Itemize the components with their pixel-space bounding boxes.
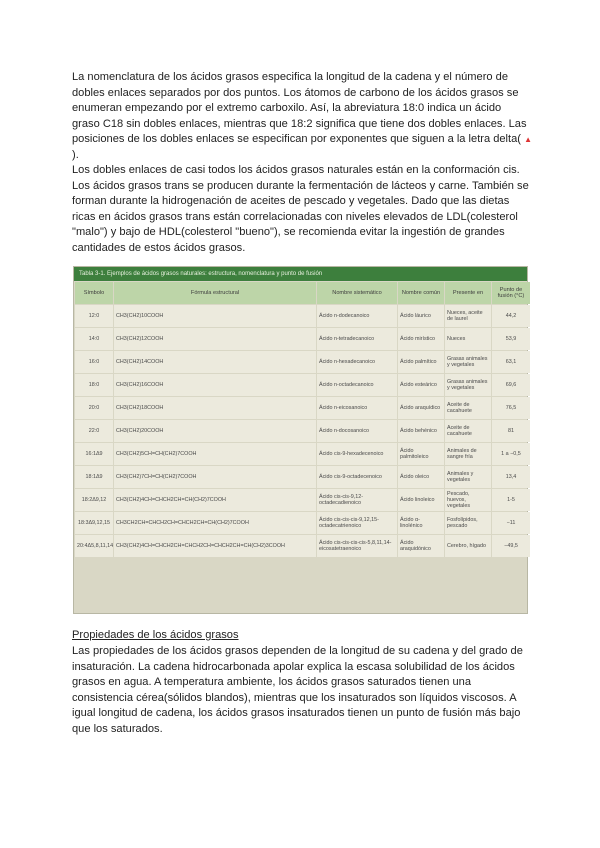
table-cell: 63,1 — [492, 351, 530, 373]
table-cell: Animales y vegetales — [445, 466, 491, 488]
table-header-row — [75, 282, 530, 304]
table-cell: Grasas animales y vegetales — [445, 374, 491, 396]
fatty-acids-table — [73, 266, 528, 614]
table-row — [75, 397, 530, 419]
table-cell: Ácido n-tetradecanoico — [317, 328, 397, 350]
table-cell: Pescado, huevos, vegetales — [445, 489, 491, 511]
intro-text: La nomenclatura de los ácidos grasos especifica la longitud de la cadena y el número de dobles enlaces separados por dos puntos. Los átomos de carbono de los ácidos grasos se enumeran empezando por el extremo carboxilo. Así, la abreviatura 18:0 indica un ácido graso C18 sin dobles enlaces, mientras que 18:2 significa que tiene dos dobles enlaces. Las posiciones de los dobles enlaces se especifican por exponentes que siguen a la letra delta( — [72, 71, 527, 145]
table-cell: 18:0 — [75, 374, 113, 396]
table-cell: CH3CH2CH=CHCH2CH=CHCH2CH=CH(CH2)7COOH — [114, 512, 316, 534]
table-cell: Ácido n-octadecanoico — [317, 374, 397, 396]
table-cell: CH3(CH2)12COOH — [114, 328, 316, 350]
table-cell: Ácido n-hexadecanoico — [317, 351, 397, 373]
table-cell: Grasas animales y vegetales — [445, 351, 491, 373]
table-cell: 18:2Δ9,12 — [75, 489, 113, 511]
table-cell: −11 — [492, 512, 530, 534]
table-cell: Cerebro, hígado — [445, 535, 491, 557]
table-cell: Ácido α-linolénico — [398, 512, 444, 534]
table-cell: Ácido palmítico — [398, 351, 444, 373]
table-cell: Ácido cis-cis-9,12-octadecadienoico — [317, 489, 397, 511]
table-cell: Ácido behénico — [398, 420, 444, 442]
intro-end: ). — [72, 148, 79, 161]
table-cell: 81 — [492, 420, 530, 442]
delta-triangle-icon: ▲ — [524, 135, 532, 144]
table-cell: Ácido n-docosanoico — [317, 420, 397, 442]
intro-paragraph — [72, 70, 532, 163]
fatty-acids-grid — [74, 281, 531, 558]
table-row — [75, 443, 530, 465]
table-row — [75, 535, 530, 557]
table-cell: Ácido cis-cis-cis-cis-5,8,11,14-eicosatetraenoico — [317, 535, 397, 557]
table-cell: 53,9 — [492, 328, 530, 350]
table-cell: CH3(CH2)4CH=CHCH2CH=CH(CH2)7COOH — [114, 489, 316, 511]
table-cell: CH3(CH2)5CH=CH(CH2)7COOH — [114, 443, 316, 465]
table-cell: Aceite de cacahuete — [445, 420, 491, 442]
table-cell: Ácido cis-9-hexadecenoico — [317, 443, 397, 465]
table-cell: 12:0 — [75, 305, 113, 327]
table-header-cell: Punto de fusión (°C) — [492, 282, 530, 304]
table-cell: Ácido linoleico — [398, 489, 444, 511]
table-cell: 18:3Δ9,12,15 — [75, 512, 113, 534]
table-cell: 76,5 — [492, 397, 530, 419]
properties-paragraph: Las propiedades de los ácidos grasos dependen de la longitud de su cadena y del grado de insaturación. La cadena hidrocarbonada apolar explica la escasa solubilidad de los ácidos grasos en agua. A temperatura ambiente, los ácidos grasos saturados tienen una consistencia cérea(sólidos blandos), mientras que los insaturados son líquidos viscosos. A igual longitud de cadena, los ácidos grasos insaturados tienen un punto de fusión más bajo que los saturados. — [72, 645, 523, 735]
table-cell: CH3(CH2)7CH=CH(CH2)7COOH — [114, 466, 316, 488]
table-header-cell: Nombre sistemático — [317, 282, 397, 304]
table-cell: Ácido cis-cis-cis-9,12,15-octadecatrienoico — [317, 512, 397, 534]
table-header-cell: Símbolo — [75, 282, 113, 304]
table-cell: 22:0 — [75, 420, 113, 442]
table-cell: 13,4 — [492, 466, 530, 488]
table-header-cell: Presente en — [445, 282, 491, 304]
table-header-cell: Nombre común — [398, 282, 444, 304]
table-cell: 20:0 — [75, 397, 113, 419]
table-cell: −49,5 — [492, 535, 530, 557]
table-row — [75, 512, 530, 534]
table-cell: Ácido esteárico — [398, 374, 444, 396]
table-cell: Ácido n-eicosanoico — [317, 397, 397, 419]
table-row — [75, 489, 530, 511]
section-heading: Propiedades de los ácidos grasos — [72, 629, 239, 641]
table-cell: CH3(CH2)16COOH — [114, 374, 316, 396]
table-cell: Ácido oleico — [398, 466, 444, 488]
table-row — [75, 466, 530, 488]
table-row — [75, 328, 530, 350]
table-cell: 14:0 — [75, 328, 113, 350]
table-body — [75, 305, 530, 557]
table-caption: Tabla 3-1. Ejemplos de ácidos grasos naturales: estructura, nomenclatura y punto de fusión — [74, 267, 527, 281]
table-cell: 16:1Δ9 — [75, 443, 113, 465]
table-cell: 20:4Δ5,8,11,14 — [75, 535, 113, 557]
table-cell: 16:0 — [75, 351, 113, 373]
table-cell: Animales de sangre fría — [445, 443, 491, 465]
table-cell: Ácido palmitoleico — [398, 443, 444, 465]
table-cell: Ácido n-dodecanoico — [317, 305, 397, 327]
table-header-cell: Fórmula estructural — [114, 282, 316, 304]
table-cell: Ácido cis-9-octadecenoico — [317, 466, 397, 488]
trans-paragraph: Los dobles enlaces de casi todos los ácidos grasos naturales están en la conformación cis. Los ácidos grasos trans se producen durante la fermentación de lácteos y carne. También se forman durante la hidrogenación de aceites de pescado y vegetales. Dado que las dietas ricas en ácidos grasos trans están correlacionadas con niveles elevados de LDL(colesterol "malo") y bajo de HDL(colesterol "bueno"), se recomienda evitar la ingestión de grandes cantidades de estos ácidos grasos. — [72, 164, 529, 254]
table-cell: 1-5 — [492, 489, 530, 511]
table-cell: CH3(CH2)4CH=CHCH2CH=CHCH2CH=CHCH2CH=CH(CH2)3COOH — [114, 535, 316, 557]
table-cell: CH3(CH2)10COOH — [114, 305, 316, 327]
table-cell: 18:1Δ9 — [75, 466, 113, 488]
table-cell: Ácido araquidónico — [398, 535, 444, 557]
table-cell: Nueces, aceite de laurel — [445, 305, 491, 327]
table-cell: Ácido mirístico — [398, 328, 444, 350]
table-cell: 1 a −0,5 — [492, 443, 530, 465]
table-row — [75, 374, 530, 396]
table-cell: CH3(CH2)18COOH — [114, 397, 316, 419]
table-cell: 44,2 — [492, 305, 530, 327]
table-row — [75, 420, 530, 442]
table-cell: Fosfolípidos, pescado — [445, 512, 491, 534]
table-cell: 69,6 — [492, 374, 530, 396]
table-cell: Nueces — [445, 328, 491, 350]
table-row — [75, 351, 530, 373]
table-cell: Ácido araquídico — [398, 397, 444, 419]
table-row — [75, 305, 530, 327]
table-cell: CH3(CH2)20COOH — [114, 420, 316, 442]
table-cell: Aceite de cacahuete — [445, 397, 491, 419]
table-cell: Ácido láurico — [398, 305, 444, 327]
table-cell: CH3(CH2)14COOH — [114, 351, 316, 373]
